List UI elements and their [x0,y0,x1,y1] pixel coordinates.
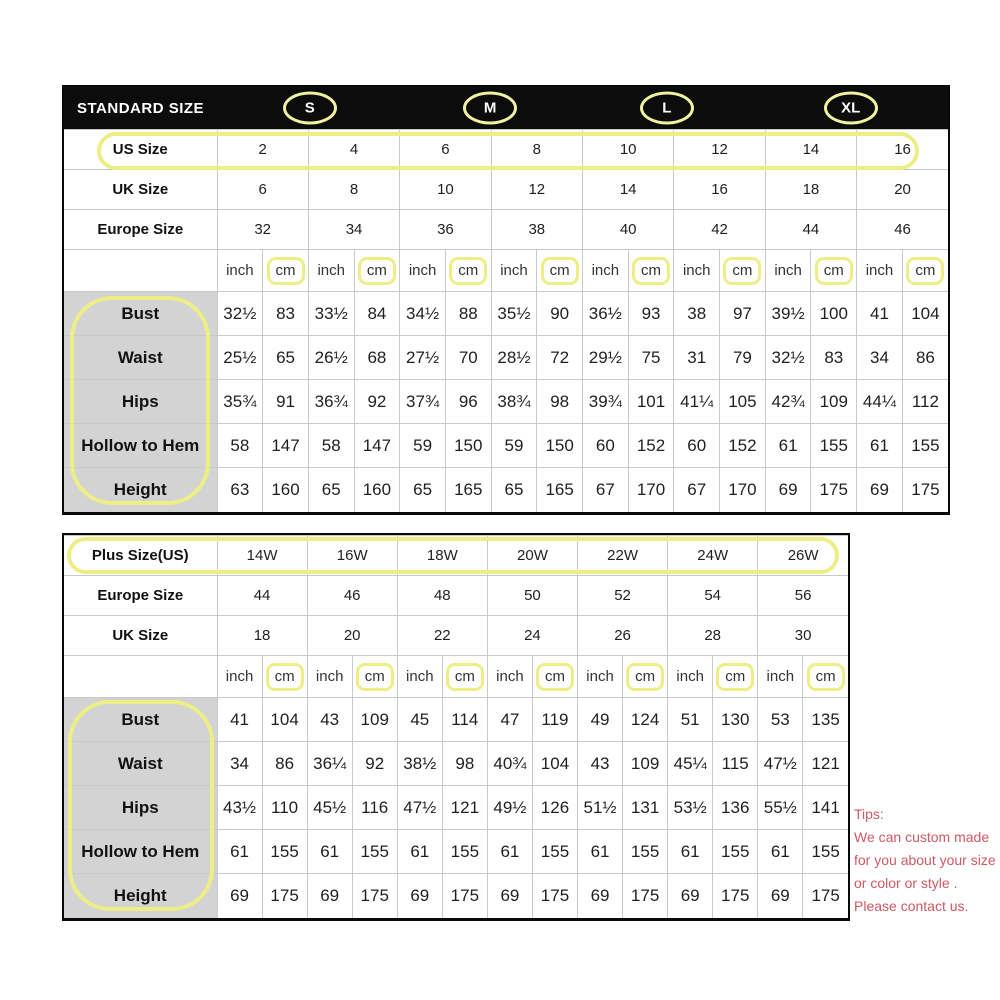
measurement-inch-cell: 67 [674,468,720,512]
measurement-cm-cell: 98 [537,380,583,424]
table-row [64,576,848,616]
plus-size-table [62,533,850,921]
row-label: Hollow to Hem [64,830,217,874]
measurement-inch-cell: 36¾ [308,380,354,424]
measurement-cm-cell: 109 [623,742,668,786]
standard-size-title: STANDARD SIZE [77,99,205,117]
unit-cm-cell [262,656,307,698]
size-cell: 14W [217,536,307,576]
size-cell: 24 [487,616,577,656]
measurement-cm-cell: 147 [263,424,309,468]
unit-cm-cell [803,656,848,698]
tips-line: or color or style . [854,875,958,891]
size-group-circle-s [283,92,337,125]
measurement-inch-cell: 29½ [583,336,629,380]
measurement-cm-cell: 96 [445,380,491,424]
measurement-cm-cell: 175 [442,874,487,918]
measurement-inch-cell: 63 [217,468,263,512]
measurement-cm-cell: 109 [352,698,397,742]
measurement-inch-cell: 69 [487,874,532,918]
size-cell: 14 [583,170,674,210]
measurement-inch-cell: 69 [857,468,903,512]
measurement-inch-cell: 69 [668,874,713,918]
size-cell: 10 [400,170,491,210]
measurement-cm-cell: 109 [811,380,857,424]
unit-cm-cell [628,250,674,292]
measurement-cm-cell: 101 [628,380,674,424]
measurement-cm-cell: 136 [713,786,758,830]
unit-cm-cell [811,250,857,292]
measurement-cm-cell: 147 [354,424,400,468]
measurement-inch-cell: 61 [765,424,811,468]
size-cell: 32 [217,210,308,250]
measurement-inch-cell: 61 [487,830,532,874]
measurement-cm-cell: 175 [262,874,307,918]
table-row [64,170,948,210]
size-group-circle-l [640,92,694,125]
measurement-inch-cell: 47 [487,698,532,742]
highlight-box-cm: cm [716,663,754,691]
tips-line: Please contact us. [854,898,969,914]
unit-cm-cell [445,250,491,292]
size-cell: 12 [674,130,765,170]
size-cell: 6 [217,170,308,210]
unit-inch-cell: inch [491,250,537,292]
measurement-cm-cell: 155 [811,424,857,468]
measurement-cm-cell: 155 [442,830,487,874]
table-row [64,616,848,656]
unit-inch-cell: inch [217,250,263,292]
measurement-cm-cell: 114 [442,698,487,742]
measurement-inch-cell: 61 [668,830,713,874]
measurement-inch-cell: 65 [308,468,354,512]
unit-cm-cell [713,656,758,698]
measurement-inch-cell: 65 [400,468,446,512]
measurement-inch-cell: 61 [857,424,903,468]
size-group-circle-m [463,92,517,125]
table-row [64,698,848,742]
measurement-inch-cell: 36¼ [307,742,352,786]
row-label: Europe Size [64,210,217,250]
measurement-inch-cell: 45¼ [668,742,713,786]
measurement-cm-cell: 124 [623,698,668,742]
measurement-inch-cell: 35½ [491,292,537,336]
size-cell: 28 [668,616,758,656]
row-label: Bust [64,292,217,336]
row-label: Plus Size(US) [64,536,217,576]
measurement-cm-cell: 115 [713,742,758,786]
size-cell: 46 [307,576,397,616]
measurement-cm-cell: 175 [811,468,857,512]
table-row [64,742,848,786]
measurement-inch-cell: 38¾ [491,380,537,424]
unit-cm-cell [352,656,397,698]
highlight-box-cm: cm [356,663,394,691]
measurement-cm-cell: 92 [354,380,400,424]
row-label: Waist [64,336,217,380]
unit-cm-cell [537,250,583,292]
measurement-cm-cell: 155 [713,830,758,874]
measurement-inch-cell: 43 [307,698,352,742]
measurement-inch-cell: 34½ [400,292,446,336]
custom-tips-note [854,803,1000,918]
measurement-inch-cell: 60 [583,424,629,468]
row-label [64,656,217,698]
size-cell: 50 [487,576,577,616]
measurement-cm-cell: 104 [532,742,577,786]
measurement-cm-cell: 175 [352,874,397,918]
measurement-inch-cell: 60 [674,424,720,468]
unit-inch-cell: inch [400,250,446,292]
table-row [64,210,948,250]
measurement-inch-cell: 32½ [217,292,263,336]
measurement-cm-cell: 104 [262,698,307,742]
measurement-inch-cell: 31 [674,336,720,380]
unit-cm-cell [623,656,668,698]
measurement-inch-cell: 69 [578,874,623,918]
measurement-inch-cell: 69 [217,874,262,918]
measurement-cm-cell: 155 [352,830,397,874]
measurement-inch-cell: 47½ [758,742,803,786]
measurement-cm-cell: 150 [445,424,491,468]
row-label: UK Size [64,170,217,210]
size-cell: 2 [217,130,308,170]
highlight-box-cm: cm [536,663,574,691]
measurement-cm-cell: 112 [902,380,948,424]
standard-size-grid [64,129,948,512]
size-cell: 34 [308,210,399,250]
table-row [64,536,848,576]
measurement-cm-cell: 130 [713,698,758,742]
measurement-inch-cell: 41 [857,292,903,336]
row-label: US Size [64,130,217,170]
table-row [64,424,948,468]
size-cell: 8 [491,130,582,170]
highlight-box-cm: cm [541,257,579,285]
measurement-inch-cell: 69 [397,874,442,918]
measurement-cm-cell: 155 [902,424,948,468]
measurement-inch-cell: 51 [668,698,713,742]
size-cell: 18 [217,616,307,656]
row-label: Hips [64,380,217,424]
size-cell: 16 [674,170,765,210]
measurement-inch-cell: 59 [400,424,446,468]
row-label: Europe Size [64,576,217,616]
size-cell: 26W [758,536,848,576]
table-row [64,656,848,698]
measurement-inch-cell: 53 [758,698,803,742]
unit-inch-cell: inch [578,656,623,698]
size-cell: 22W [578,536,668,576]
measurement-inch-cell: 45 [397,698,442,742]
size-cell: 26 [578,616,668,656]
measurement-cm-cell: 84 [354,292,400,336]
size-cell: 42 [674,210,765,250]
measurement-cm-cell: 131 [623,786,668,830]
unit-inch-cell: inch [668,656,713,698]
measurement-cm-cell: 86 [262,742,307,786]
measurement-inch-cell: 26½ [308,336,354,380]
standard-size-table [62,85,950,515]
measurement-cm-cell: 165 [445,468,491,512]
plus-size-grid [64,535,848,918]
measurement-cm-cell: 93 [628,292,674,336]
measurement-inch-cell: 67 [583,468,629,512]
measurement-inch-cell: 41 [217,698,262,742]
size-cell: 38 [491,210,582,250]
measurement-inch-cell: 34 [217,742,262,786]
unit-inch-cell: inch [308,250,354,292]
measurement-inch-cell: 61 [397,830,442,874]
measurement-cm-cell: 98 [442,742,487,786]
measurement-cm-cell: 88 [445,292,491,336]
highlight-box-cm: cm [626,663,664,691]
size-cell: 44 [765,210,856,250]
measurement-cm-cell: 141 [803,786,848,830]
measurement-cm-cell: 152 [720,424,766,468]
table-row [64,380,948,424]
highlight-box-cm: cm [449,257,487,285]
size-cell: 30 [758,616,848,656]
measurement-inch-cell: 43 [578,742,623,786]
highlight-box-cm: cm [267,257,305,285]
size-group-label: L [662,99,672,117]
measurement-cm-cell: 100 [811,292,857,336]
measurement-cm-cell: 104 [902,292,948,336]
measurement-cm-cell: 175 [623,874,668,918]
measurement-inch-cell: 37¾ [400,380,446,424]
table-row [64,830,848,874]
row-label: Bust [64,698,217,742]
measurement-inch-cell: 35¾ [217,380,263,424]
size-group-circle-xl [824,92,878,125]
measurement-inch-cell: 43½ [217,786,262,830]
measurement-inch-cell: 65 [491,468,537,512]
measurement-inch-cell: 25½ [217,336,263,380]
unit-cm-cell [902,250,948,292]
highlight-box-cm: cm [815,257,853,285]
table-row [64,130,948,170]
measurement-cm-cell: 68 [354,336,400,380]
measurement-inch-cell: 55½ [758,786,803,830]
row-label: Waist [64,742,217,786]
measurement-inch-cell: 49 [578,698,623,742]
measurement-cm-cell: 110 [262,786,307,830]
row-label: Height [64,468,217,512]
measurement-inch-cell: 61 [758,830,803,874]
measurement-inch-cell: 61 [217,830,262,874]
measurement-cm-cell: 155 [532,830,577,874]
size-cell: 6 [400,130,491,170]
unit-cm-cell [720,250,766,292]
measurement-cm-cell: 86 [902,336,948,380]
measurement-inch-cell: 45½ [307,786,352,830]
measurement-inch-cell: 49½ [487,786,532,830]
measurement-inch-cell: 32½ [765,336,811,380]
table-row [64,468,948,512]
measurement-cm-cell: 175 [713,874,758,918]
tips-title: Tips: [854,806,884,822]
size-cell: 46 [857,210,948,250]
measurement-inch-cell: 61 [307,830,352,874]
table-row [64,250,948,292]
unit-inch-cell: inch [217,656,262,698]
row-label [64,250,217,292]
highlight-box-cm: cm [906,257,944,285]
measurement-inch-cell: 44¼ [857,380,903,424]
highlight-box-cm: cm [807,663,845,691]
measurement-inch-cell: 40¾ [487,742,532,786]
measurement-cm-cell: 91 [263,380,309,424]
measurement-cm-cell: 152 [628,424,674,468]
unit-inch-cell: inch [758,656,803,698]
measurement-cm-cell: 175 [902,468,948,512]
tips-line: for you about your size [854,852,996,868]
measurement-cm-cell: 155 [623,830,668,874]
measurement-cm-cell: 170 [720,468,766,512]
measurement-cm-cell: 155 [803,830,848,874]
size-cell: 56 [758,576,848,616]
table-row [64,786,848,830]
measurement-cm-cell: 75 [628,336,674,380]
size-cell: 20 [307,616,397,656]
size-cell: 48 [397,576,487,616]
row-label: Hips [64,786,217,830]
measurement-cm-cell: 70 [445,336,491,380]
highlight-box-cm: cm [266,663,304,691]
measurement-inch-cell: 51½ [578,786,623,830]
size-group-label: XL [841,99,861,117]
measurement-cm-cell: 150 [537,424,583,468]
measurement-cm-cell: 92 [352,742,397,786]
highlight-box-cm: cm [446,663,484,691]
measurement-inch-cell: 58 [217,424,263,468]
unit-inch-cell: inch [487,656,532,698]
measurement-inch-cell: 69 [307,874,352,918]
measurement-cm-cell: 79 [720,336,766,380]
size-cell: 44 [217,576,307,616]
measurement-cm-cell: 121 [803,742,848,786]
row-label: UK Size [64,616,217,656]
unit-inch-cell: inch [857,250,903,292]
unit-inch-cell: inch [307,656,352,698]
size-cell: 14 [765,130,856,170]
measurement-inch-cell: 61 [578,830,623,874]
measurement-inch-cell: 41¼ [674,380,720,424]
measurement-inch-cell: 42¾ [765,380,811,424]
measurement-cm-cell: 135 [803,698,848,742]
measurement-inch-cell: 69 [758,874,803,918]
unit-cm-cell [442,656,487,698]
size-cell: 16 [857,130,948,170]
size-group-label: S [304,99,315,117]
row-label: Hollow to Hem [64,424,217,468]
highlight-box-cm: cm [358,257,396,285]
table-row [64,874,848,918]
measurement-cm-cell: 160 [263,468,309,512]
measurement-cm-cell: 121 [442,786,487,830]
size-cell: 4 [308,130,399,170]
table-row [64,336,948,380]
measurement-cm-cell: 65 [263,336,309,380]
unit-inch-cell: inch [674,250,720,292]
measurement-cm-cell: 175 [803,874,848,918]
size-cell: 36 [400,210,491,250]
measurement-inch-cell: 33½ [308,292,354,336]
size-cell: 18W [397,536,487,576]
size-cell: 20 [857,170,948,210]
measurement-cm-cell: 116 [352,786,397,830]
measurement-inch-cell: 69 [765,468,811,512]
standard-size-header-bar [64,87,948,129]
size-cell: 24W [668,536,758,576]
measurement-cm-cell: 119 [532,698,577,742]
measurement-cm-cell: 97 [720,292,766,336]
unit-cm-cell [532,656,577,698]
highlight-box-cm: cm [632,257,670,285]
measurement-inch-cell: 59 [491,424,537,468]
measurement-cm-cell: 83 [263,292,309,336]
measurement-inch-cell: 27½ [400,336,446,380]
size-cell: 10 [583,130,674,170]
unit-inch-cell: inch [583,250,629,292]
measurement-cm-cell: 170 [628,468,674,512]
measurement-cm-cell: 72 [537,336,583,380]
measurement-cm-cell: 155 [262,830,307,874]
tips-line: We can custom made [854,829,990,845]
size-cell: 12 [491,170,582,210]
measurement-inch-cell: 36½ [583,292,629,336]
size-cell: 20W [487,536,577,576]
table-row [64,292,948,336]
measurement-cm-cell: 90 [537,292,583,336]
measurement-inch-cell: 39¾ [583,380,629,424]
size-cell: 40 [583,210,674,250]
size-cell: 52 [578,576,668,616]
measurement-inch-cell: 38½ [397,742,442,786]
measurement-cm-cell: 105 [720,380,766,424]
measurement-inch-cell: 53½ [668,786,713,830]
measurement-inch-cell: 38 [674,292,720,336]
measurement-cm-cell: 175 [532,874,577,918]
measurement-inch-cell: 34 [857,336,903,380]
highlight-box-cm: cm [723,257,761,285]
size-cell: 16W [307,536,397,576]
measurement-inch-cell: 39½ [765,292,811,336]
size-cell: 54 [668,576,758,616]
measurement-cm-cell: 165 [537,468,583,512]
unit-cm-cell [354,250,400,292]
unit-cm-cell [263,250,309,292]
size-cell: 22 [397,616,487,656]
size-cell: 18 [765,170,856,210]
measurement-inch-cell: 28½ [491,336,537,380]
unit-inch-cell: inch [765,250,811,292]
size-cell: 8 [308,170,399,210]
measurement-cm-cell: 83 [811,336,857,380]
measurement-cm-cell: 126 [532,786,577,830]
measurement-inch-cell: 47½ [397,786,442,830]
measurement-inch-cell: 58 [308,424,354,468]
unit-inch-cell: inch [397,656,442,698]
measurement-cm-cell: 160 [354,468,400,512]
size-group-label: M [483,99,497,117]
row-label: Height [64,874,217,918]
